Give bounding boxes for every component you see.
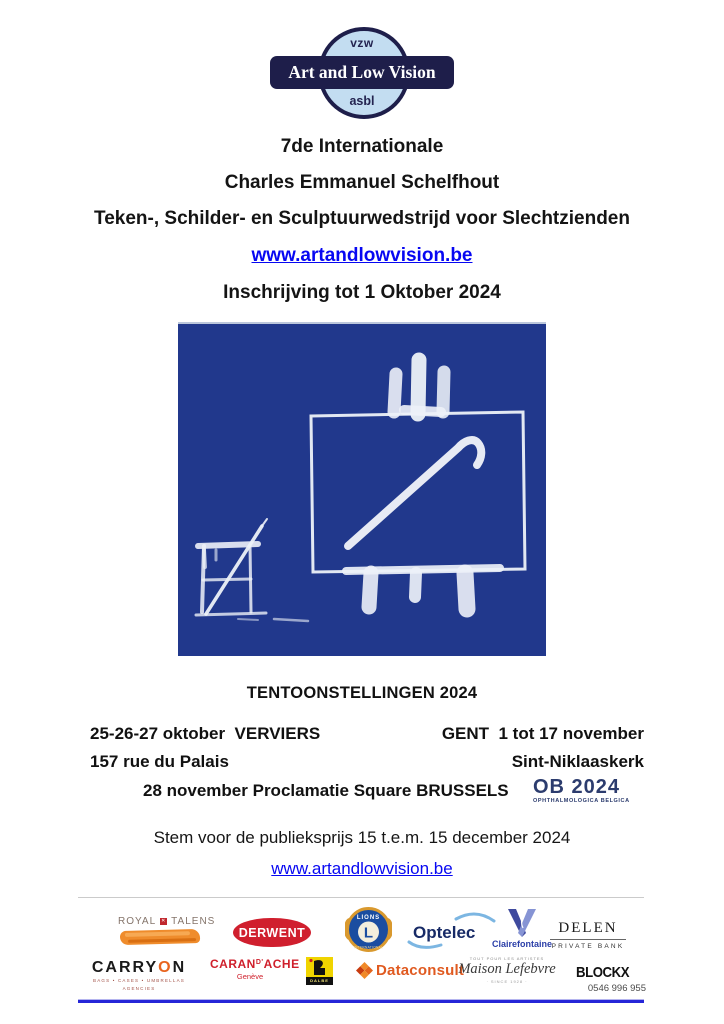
- caran-dache-wordmark: [210, 957, 300, 971]
- blockx-label: BLOCKX: [576, 964, 630, 981]
- maison-lefebvre-name: Maison Lefebvre: [458, 961, 556, 977]
- ob2024-subtitle: OPHTHALMOLOGICA BELGICA: [533, 798, 630, 804]
- clairefontaine-v-icon: [504, 908, 540, 938]
- sponsor-blockx-logo: [576, 964, 629, 981]
- sponsors-divider-top: [78, 897, 644, 898]
- sponsor-maison-lefebvre-logo: [455, 956, 559, 984]
- sponsor-dataconsult-logo: [356, 962, 464, 979]
- exhibition-verviers-address: 157 rue du Palais: [90, 752, 229, 771]
- carryon-subtitle-2: AGENCIES: [122, 986, 156, 991]
- sponsors-divider-bottom: [78, 999, 644, 1003]
- royal-talens-right: TALENS: [171, 916, 216, 927]
- sponsor-derwent-logo: [233, 918, 311, 947]
- easel-chalk-drawing-icon: [178, 324, 546, 656]
- exhibition-gent-date: GENT 1 tot 17 november: [441, 724, 644, 743]
- maison-lefebvre-since: · SINCE 1928 ·: [486, 979, 528, 984]
- royal-talens-wordmark: [118, 916, 215, 927]
- art-and-low-vision-logo: [262, 25, 462, 119]
- sponsor-optelec-logo: [406, 910, 498, 955]
- carryon-accent-letter: O: [158, 959, 173, 976]
- carryon-wordmark: [80, 960, 198, 976]
- lions-arc-label: LIONS: [356, 915, 381, 921]
- exhibition-verviers-date: 25-26-27 oktober VERVIERS: [90, 724, 321, 743]
- caran-dache-part2: D': [255, 959, 264, 966]
- sponsor-carryon-logo: [80, 960, 198, 992]
- title-line-3: Teken-, Schilder- en Sculptuurwedstrijd voor Slechtzienden: [94, 208, 630, 229]
- paint-brush-stroke-icon: [120, 929, 200, 945]
- title-line-1: 7de Internationale: [280, 136, 444, 157]
- exhibitions-list: [90, 720, 644, 776]
- ob2024-logo: [533, 777, 645, 804]
- carryon-part2: N: [172, 959, 187, 976]
- clairefontaine-label: Clairefontaine: [491, 939, 552, 949]
- lions-letter: L: [363, 924, 374, 942]
- logo-asbl-label: asbl: [349, 94, 375, 108]
- ob2024-title: OB 2024: [533, 776, 621, 798]
- sponsor-delen-logo: [550, 920, 626, 950]
- carryon-part1: CARRY: [91, 959, 159, 976]
- caran-dache-subtitle: Genève: [236, 972, 264, 981]
- registration-deadline: Inschrijving tot 1 Oktober 2024: [223, 282, 501, 303]
- website-link-secondary-row: [0, 859, 724, 879]
- website-link-primary[interactable]: www.artandlowvision.be: [251, 245, 473, 266]
- dalbe-glyph-icon: [306, 957, 333, 977]
- artwork-image: [178, 322, 546, 658]
- optelec-label: Optelec: [413, 923, 476, 942]
- exhibitions-title: TENTOONSTELLINGEN 2024: [246, 684, 478, 702]
- dataconsult-label: Dataconsult: [376, 962, 465, 979]
- lions-bottom-label: INTERNATIONAL: [353, 945, 384, 950]
- optelec-swoosh-icon: [406, 910, 498, 950]
- exhibitions-row-1: [90, 720, 644, 748]
- dalbe-label: DALBE: [306, 977, 333, 985]
- exhibition-gent-venue: Sint-Niklaaskerk: [511, 752, 644, 771]
- public-vote-text: Stem voor de publieksprijs 15 t.e.m. 15 december 2024: [153, 828, 571, 847]
- website-link-secondary[interactable]: www.artandlowvision.be: [271, 859, 453, 878]
- phone-number: 0546 996 955: [587, 983, 646, 994]
- derwent-label: DERWENT: [238, 925, 306, 940]
- royal-talens-mark-icon: ✕: [161, 918, 167, 924]
- carryon-subtitle-1: BAGS • CASES • UMBRELLAS: [93, 978, 185, 983]
- caran-dache-part3: ACHE: [263, 957, 300, 971]
- sponsor-lions-logo: [345, 906, 392, 958]
- exhibition-brussels: 28 november Proclamatie Square BRUSSELS: [143, 781, 509, 800]
- sponsor-dalbe-logo: [306, 957, 333, 985]
- delen-subtitle: PRIVATE BANK: [551, 943, 625, 950]
- sponsor-royal-talens-logo: [118, 916, 215, 944]
- royal-talens-left: ROYAL: [118, 916, 157, 927]
- logo-name-band: Art and Low Vision: [270, 56, 454, 89]
- sponsor-clairefontaine-logo: [490, 908, 554, 949]
- dataconsult-diamond-icon: [356, 962, 373, 979]
- title-line-2: Charles Emmanuel Schelfhout: [224, 172, 500, 193]
- caran-dache-part1: CARAN: [210, 957, 256, 971]
- delen-name: DELEN: [550, 920, 626, 940]
- lions-emblem-icon: [345, 906, 392, 953]
- logo-vzw-label: vzw: [350, 36, 374, 50]
- website-link-primary-row: [0, 245, 724, 267]
- maison-lefebvre-tagline: TOUT POUR LES ARTISTES: [469, 956, 545, 961]
- exhibitions-row-2: [90, 748, 644, 776]
- sponsor-caran-dache-logo: [210, 957, 300, 981]
